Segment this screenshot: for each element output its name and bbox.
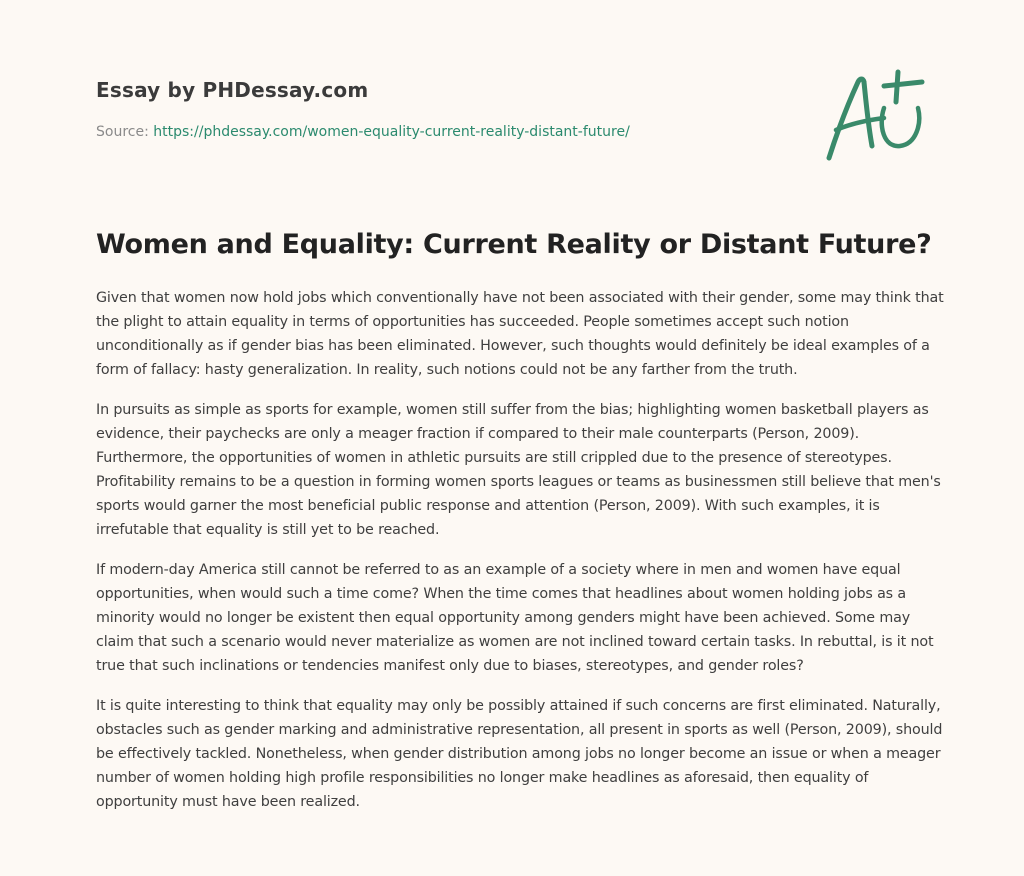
essay-paragraph: If modern-day America still cannot be referred to as an example of a society where in men and women have equal opportunities, when would such a time come? When the time comes that headlines about women holding jobs as a minority would no longer be existent then equal opportunity among genders might have been achieved. Some may claim that such a scenario would never materialize as women are not inclined toward certain tasks. In rebuttal, is it not true that such inclinations or tendencies manifest only due to biases, stereotypes, and gender roles?	[96, 562, 934, 674]
source-label: Source:	[96, 124, 149, 140]
essay-paragraph: It is quite interesting to think that equality may only be possibly attained if such concerns are first eliminated. Naturally, obstacles such as gender marking and administrative representation, all present in sports as well (Person, 2009), should be effectively tackled. Nonetheless, when gender distribution among jobs no longer become an issue or when a meager number of women holding high profile responsibilities no longer make headlines as aforesaid, then equality of opportunity must have been realized.	[96, 698, 943, 810]
site-title: Essay by PHDessay.com	[96, 78, 369, 102]
logo-plus-horizontal	[884, 82, 922, 86]
essay-paragraph: In pursuits as simple as sports for example, women still suffer from the bias; highlighting women basketball players as evidence, their paychecks are only a meager fraction if compared to their male counterparts (Person, 2009). Furthermore, the opportunities of women in athletic pursuits are still crippled due to the presence of stereotypes. Profitability remains to be a question in forming women sports leagues or teams as businessmen still believe that men's sports would garner the most beneficial public response and attention (Person, 2009). With such examples, it is irrefutable that equality is still yet to be reached.	[96, 402, 941, 538]
essay-title: Women and Equality: Current Reality or Distant Future?	[96, 229, 932, 260]
essay-paragraph: Given that women now hold jobs which conventionally have not been associated with their gender, some may think that the plight to attain equality in terms of opportunities has succeeded. People sometimes accept such notion unconditionally as if gender bias has been eliminated. However, such thoughts would definitely be ideal examples of a form of fallacy: hasty generalization. In reality, such notions could not be any farther from the truth.	[96, 290, 944, 378]
logo-a-left-stroke	[829, 79, 864, 158]
source-link[interactable]: https://phdessay.com/women-equality-current-reality-distant-future/	[153, 124, 630, 140]
a-plus-logo-icon	[822, 68, 928, 164]
logo-circle-swoosh	[882, 108, 919, 146]
logo-a-right-stroke	[864, 82, 872, 146]
source-line	[96, 124, 630, 140]
essay-body	[96, 286, 944, 830]
